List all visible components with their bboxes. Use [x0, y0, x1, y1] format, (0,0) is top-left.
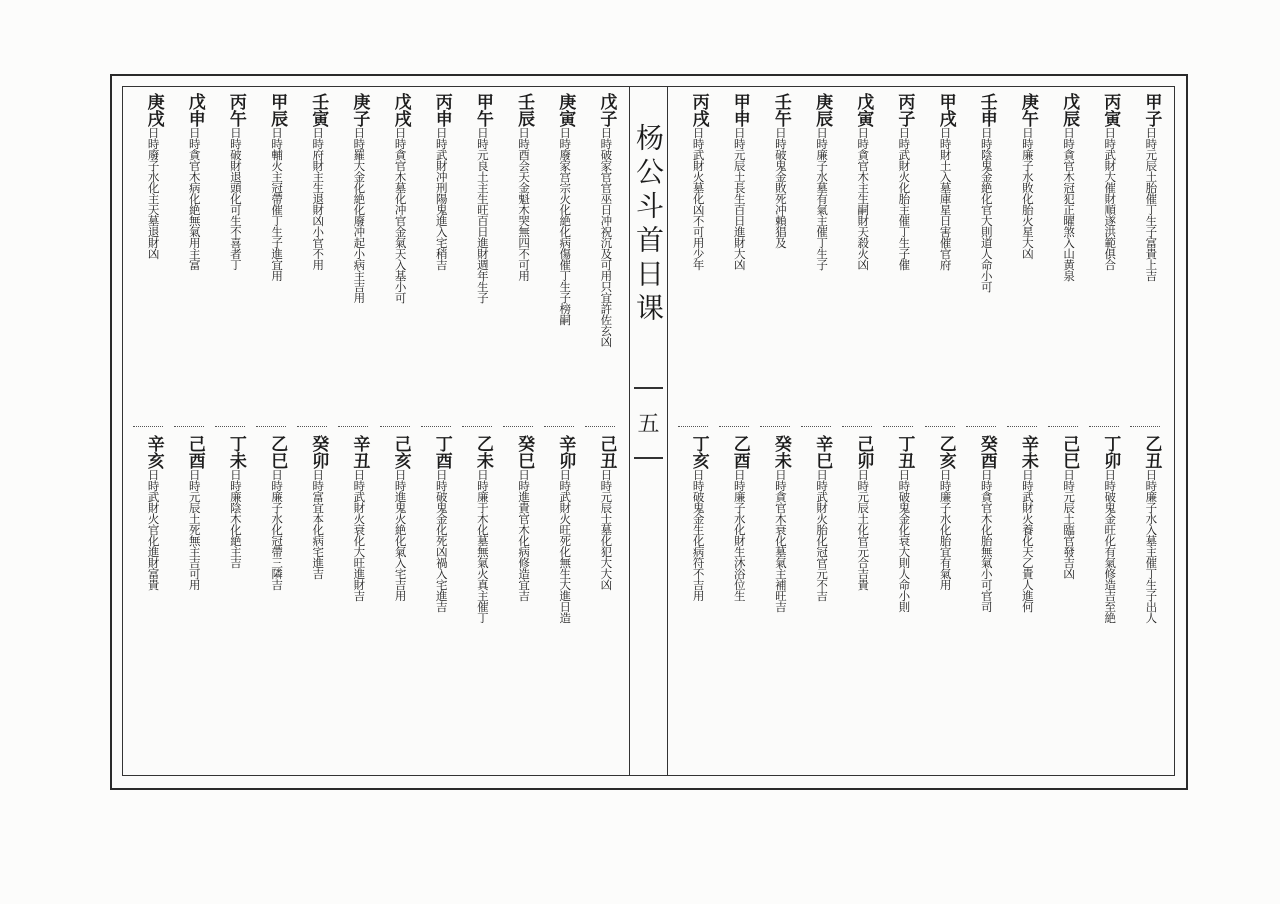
day-entry-column [1130, 435, 1160, 765]
entry-text: 日時破財退頭化可生不喜者丁 [228, 127, 243, 270]
entry-text: 日時廉子水化冠帶三隣吉 [270, 469, 285, 590]
day-entry-column [719, 435, 749, 765]
day-entry-column [215, 93, 245, 423]
section-divider-mark [585, 426, 615, 430]
ganzhi-label: 戊戌 [390, 93, 411, 127]
day-entry-column [380, 435, 410, 765]
entry-text: 日時貪官木衰化墓氣主補旺吉 [773, 469, 788, 612]
day-entry-column [1089, 435, 1119, 765]
spine-divider [634, 387, 663, 389]
day-entry-column [338, 435, 368, 765]
entry-text: 日時元良土主生旺百日進財週年生子 [475, 127, 490, 303]
day-entry-column [678, 435, 708, 765]
section-divider-mark [719, 426, 749, 430]
day-entry-column [256, 93, 286, 423]
entry-text: 日時廢子水化主天墓退財凶 [146, 127, 161, 259]
section-divider-mark [297, 426, 327, 430]
ganzhi-label: 壬午 [770, 93, 791, 127]
entry-text: 日時廉子水化財生沐浴位生 [732, 469, 747, 601]
day-entry-column [256, 435, 286, 765]
entry-text: 日時元辰土化官元合吉貴 [856, 469, 871, 590]
day-entry-column [925, 93, 955, 423]
spine-divider [634, 457, 663, 459]
entry-text: 日時貪官木化胎無氣小可官司 [979, 469, 994, 612]
ganzhi-label: 庚子 [349, 93, 370, 127]
day-entry-column [462, 435, 492, 765]
day-entry-column [585, 93, 615, 423]
ganzhi-label: 戊寅 [853, 93, 874, 127]
ganzhi-label: 癸酉 [976, 435, 997, 469]
book-title: 杨公斗首日课 [632, 123, 665, 327]
section-divider-mark [380, 426, 410, 430]
ganzhi-label: 甲辰 [267, 93, 288, 127]
day-entry-column [585, 435, 615, 765]
ganzhi-label: 丙申 [431, 93, 452, 127]
ganzhi-label: 壬申 [976, 93, 997, 127]
day-entry-column [966, 93, 996, 423]
section-divider-mark [678, 426, 708, 430]
day-entry-column [544, 435, 574, 765]
ganzhi-label: 辛卯 [555, 435, 576, 469]
ganzhi-label: 丁丑 [894, 435, 915, 469]
section-divider-mark [133, 426, 163, 430]
entry-text: 日時廉子水入墓主催丁生子出人 [1144, 469, 1159, 623]
section-divider-mark [503, 426, 533, 430]
ganzhi-label: 壬寅 [308, 93, 329, 127]
day-entry-column [297, 93, 327, 423]
entry-text: 日時廉子水敗化胎火星大凶 [1020, 127, 1035, 259]
entry-text: 日時進鬼火絶化氣入宅吉用 [393, 469, 408, 601]
entry-text: 日時武財冲刑陽鬼進入宅稍吉 [434, 127, 449, 270]
ganzhi-label: 辛丑 [349, 435, 370, 469]
entry-text: 日時破鬼金化衰大則人命小則 [897, 469, 912, 612]
ganzhi-label: 戊辰 [1059, 93, 1080, 127]
ganzhi-label: 丁卯 [1100, 435, 1121, 469]
ganzhi-label: 癸卯 [308, 435, 329, 469]
day-entry-column [801, 93, 831, 423]
entry-text: 日時破鬼金化死凶禍入宅進吉 [434, 469, 449, 612]
ganzhi-label: 壬辰 [514, 93, 535, 127]
entry-text: 日時貪官木冠犯正曜煞入山黄泉 [1062, 127, 1077, 281]
day-entry-column [842, 435, 872, 765]
day-entry-column [1007, 93, 1037, 423]
entry-text: 日時元辰土臨官發吉凶 [1062, 469, 1077, 579]
entry-text: 日時元辰土死無主吉可用 [187, 469, 202, 590]
section-divider-mark [544, 426, 574, 430]
ganzhi-label: 辛未 [1017, 435, 1038, 469]
entry-text: 日時陰鬼金絶化官大則道人命小可 [979, 127, 994, 292]
day-entry-column [503, 435, 533, 765]
ganzhi-label: 己酉 [184, 435, 205, 469]
day-entry-column [174, 435, 204, 765]
section-divider-mark [966, 426, 996, 430]
entry-text: 日時破鬼金敗死冲賴猖及 [773, 127, 788, 248]
day-entry-column [421, 435, 451, 765]
page-five-left-half [122, 86, 630, 776]
center-spine [630, 86, 667, 776]
entry-text: 日時武財火化胎主催丁生子催 [897, 127, 912, 270]
entry-text: 日時廉于木化墓無氣火真主催丁 [475, 469, 490, 623]
ganzhi-label: 乙巳 [267, 435, 288, 469]
ganzhi-label: 戊子 [596, 93, 617, 127]
day-entry-column [842, 93, 872, 423]
entry-text: 日時廉子水化胎宜有氣用 [938, 469, 953, 590]
section-divider-mark [842, 426, 872, 430]
section-divider-mark [1130, 426, 1160, 430]
entry-text: 日時進貴官木化病修造宜吉 [517, 469, 532, 601]
entry-text: 日時破鬼金生化病符不吉用 [691, 469, 706, 601]
page-number: 五 [637, 412, 660, 437]
day-entry-column [760, 93, 790, 423]
ganzhi-label: 癸未 [770, 435, 791, 469]
entry-text: 日時破家官官巫日冲祝沉及可用只宜許佐玄凶 [599, 127, 614, 347]
day-entry-column [297, 435, 327, 765]
ganzhi-label: 辛巳 [812, 435, 833, 469]
ganzhi-label: 庚午 [1017, 93, 1038, 127]
day-entry-column [1048, 435, 1078, 765]
section-divider-mark [256, 426, 286, 430]
section-divider-mark [1007, 426, 1037, 430]
ganzhi-label: 乙酉 [729, 435, 750, 469]
ganzhi-label: 庚辰 [812, 93, 833, 127]
day-entry-column [421, 93, 451, 423]
entry-text: 日時武財火墓化凶不可用少年 [691, 127, 706, 270]
ganzhi-label: 戊申 [184, 93, 205, 127]
entry-text: 日時元辰士墓化犯大大凶 [599, 469, 614, 590]
entry-text: 日時元辰土長生百日進財大凶 [732, 127, 747, 270]
ganzhi-label: 丁未 [225, 435, 246, 469]
section-divider-mark [174, 426, 204, 430]
entry-text: 日時廢家宫宗火化絶化病傷催丁生子榜嗣 [558, 127, 573, 325]
ganzhi-label: 庚寅 [555, 93, 576, 127]
ganzhi-label: 丁亥 [688, 435, 709, 469]
entry-text: 日時破鬼金旺化有氣修造吉至絶 [1103, 469, 1118, 623]
entry-text: 日時武財火養化天乙貴人進何 [1020, 469, 1035, 612]
day-entry-column [801, 435, 831, 765]
ganzhi-label: 甲子 [1141, 93, 1162, 127]
day-entry-column [1089, 93, 1119, 423]
entry-text: 日時府財主生退財凶小官不用 [311, 127, 326, 270]
entry-text: 日時武財火衰化大旺進財吉 [352, 469, 367, 601]
ganzhi-label: 丙子 [894, 93, 915, 127]
day-entry-column [503, 93, 533, 423]
entry-text: 日時武財火旺死化無生大進日造 [558, 469, 573, 623]
ganzhi-label: 丁酉 [431, 435, 452, 469]
ganzhi-label: 己亥 [390, 435, 411, 469]
page-five-right-half [667, 86, 1175, 776]
section-divider-mark [215, 426, 245, 430]
entry-text: 日時武財火胎化冠官元不吉 [815, 469, 830, 601]
day-entry-column [883, 435, 913, 765]
section-divider-mark [760, 426, 790, 430]
day-entry-column [544, 93, 574, 423]
day-entry-column [174, 93, 204, 423]
ganzhi-label: 己巳 [1059, 435, 1080, 469]
ganzhi-label: 乙亥 [935, 435, 956, 469]
day-entry-column [338, 93, 368, 423]
day-entry-column [719, 93, 749, 423]
section-divider-mark [462, 426, 492, 430]
day-entry-column [1130, 93, 1160, 423]
day-entry-column [215, 435, 245, 765]
ganzhi-label: 甲申 [729, 93, 750, 127]
ganzhi-label: 己卯 [853, 435, 874, 469]
ganzhi-label: 甲午 [472, 93, 493, 127]
ganzhi-label: 丙午 [225, 93, 246, 127]
entry-text: 日時廉子水墓有氣主催丁生子 [815, 127, 830, 270]
day-entry-column [462, 93, 492, 423]
day-entry-column [1048, 93, 1078, 423]
section-divider-mark [925, 426, 955, 430]
day-entry-column [1007, 435, 1037, 765]
day-entry-column [678, 93, 708, 423]
ganzhi-label: 乙丑 [1141, 435, 1162, 469]
ganzhi-label: 辛亥 [143, 435, 164, 469]
entry-text: 日時貪官木主生嗣財天殺火凶 [856, 127, 871, 270]
entry-text: 日時貪官木墓化冲官金氣天入基小可 [393, 127, 408, 303]
entry-text: 日時武財大催財順遂洪範俱合 [1103, 127, 1118, 270]
ganzhi-label: 乙未 [472, 435, 493, 469]
book-spread [110, 74, 1188, 790]
day-entry-column [133, 435, 163, 765]
entry-text: 日時財土入墓庫星日害催官府 [938, 127, 953, 270]
entry-text: 日時貪官木病化絶無氣用主富 [187, 127, 202, 270]
day-entry-column [966, 435, 996, 765]
section-divider-mark [1048, 426, 1078, 430]
day-entry-column [883, 93, 913, 423]
day-entry-column [760, 435, 790, 765]
ganzhi-label: 甲戌 [935, 93, 956, 127]
section-divider-mark [338, 426, 368, 430]
entry-text: 日時武財火官化進財富貴 [146, 469, 161, 590]
section-divider-mark [801, 426, 831, 430]
entry-text: 日時羅大金化絶化廢冲起小病主吉用 [352, 127, 367, 303]
ganzhi-label: 丙戌 [688, 93, 709, 127]
day-entry-column [380, 93, 410, 423]
ganzhi-label: 己丑 [596, 435, 617, 469]
entry-text: 日時富宜本化病宅進吉 [311, 469, 326, 579]
section-divider-mark [1089, 426, 1119, 430]
day-entry-column [133, 93, 163, 423]
day-entry-column [925, 435, 955, 765]
entry-text: 日時輔火主冠帶催丁生子進宜用 [270, 127, 285, 281]
section-divider-mark [883, 426, 913, 430]
entry-text: 日時元辰土胎催丁生子富貴上吉 [1144, 127, 1159, 281]
entry-text: 日時酉会天金魁木哭無四不可用 [517, 127, 532, 281]
ganzhi-label: 丙寅 [1100, 93, 1121, 127]
ganzhi-label: 癸巳 [514, 435, 535, 469]
ganzhi-label: 庚戌 [143, 93, 164, 127]
entry-text: 日時廉陰木化絶主吉 [228, 469, 243, 568]
section-divider-mark [421, 426, 451, 430]
